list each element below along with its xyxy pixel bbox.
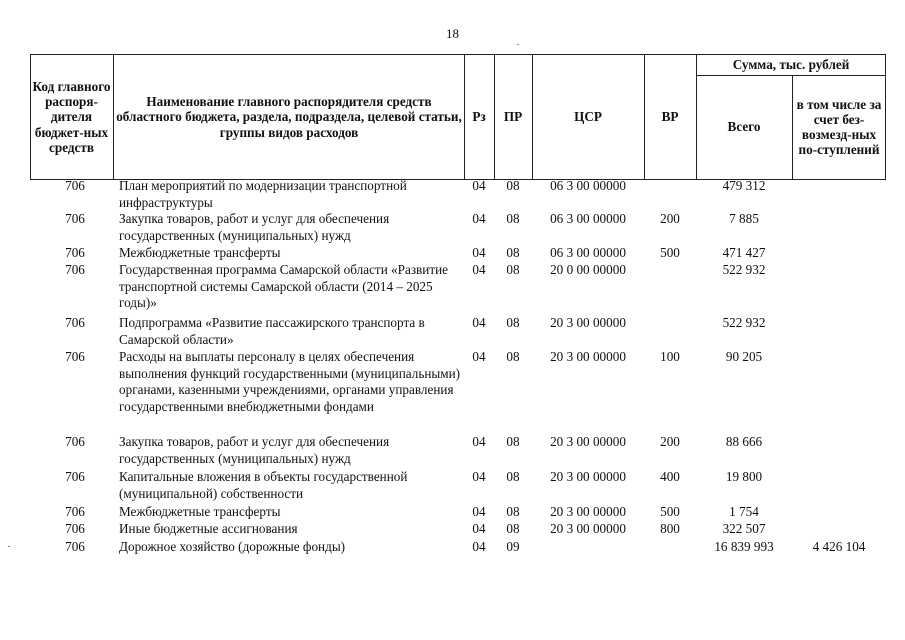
cell-pr: 08 <box>506 178 520 193</box>
cell-rz: 04 <box>472 349 486 364</box>
cell-total: 88 666 <box>725 434 763 449</box>
cell-name: Расходы на выплаты персоналу в целях обеспечения выполнения функций государственными (муниципальными) органами, казенными учреждениями, органами управления государственными внебюджетными фондами <box>119 349 461 414</box>
cell-code: 706 <box>65 178 85 193</box>
cell-vr: 500 <box>660 245 680 260</box>
cell-rz: 04 <box>472 262 486 277</box>
cell-csr: 20 3 00 00000 <box>550 469 626 484</box>
cell-pr: 08 <box>506 469 520 484</box>
cell-total: 322 507 <box>722 521 766 536</box>
header-free: в том числе за счет без-возмезд-ных по-ступлений <box>796 96 882 158</box>
cell-code: 706 <box>65 349 85 364</box>
cell-code: 706 <box>65 245 85 260</box>
cell-csr: 20 3 00 00000 <box>550 521 626 536</box>
cell-csr: 20 3 00 00000 <box>550 315 626 330</box>
cell-name: Дорожное хозяйство (дорожные фонды) <box>119 539 346 554</box>
page-number: 18 <box>446 26 459 41</box>
cell-rz: 04 <box>472 245 486 260</box>
header-name: Наименование главного распорядителя средств областного бюджета, раздела, подраздела, целевой статьи, группы видов расходов <box>116 94 462 140</box>
cell-code: 706 <box>65 262 85 277</box>
cell-total: 1 754 <box>729 504 759 519</box>
cell-rz: 04 <box>472 178 486 193</box>
cell-name: Государственная программа Самарской области «Развитие транспортной системы Самарской области (2014 – 2025 годы)» <box>119 262 449 310</box>
cell-total: 479 312 <box>722 178 766 193</box>
cell-csr: 06 3 00 00000 <box>550 178 626 193</box>
cell-pr: 08 <box>506 349 520 364</box>
cell-pr: 08 <box>506 504 520 519</box>
cell-name: Подпрограмма «Развитие пассажирского транспорта в Самарской области» <box>119 315 425 347</box>
cell-name: Закупка товаров, работ и услуг для обеспечения государственных (муниципальных) нужд <box>119 211 390 243</box>
cell-code: 706 <box>65 211 85 226</box>
cell-total: 7 885 <box>729 211 759 226</box>
cell-csr: 20 3 00 00000 <box>550 434 626 449</box>
cell-pr: 08 <box>506 262 520 277</box>
header-code: Код главного распоря-дителя бюджет-ных средств <box>32 78 111 155</box>
header-vr: ВР <box>661 109 679 125</box>
cell-pr: 08 <box>506 245 520 260</box>
cell-pr: 09 <box>506 539 520 554</box>
cell-free: 4 426 104 <box>812 539 866 554</box>
cell-name: Капитальные вложения в объекты государственной (муниципальной) собственности <box>119 469 408 501</box>
header-rz: Рз <box>472 109 486 125</box>
cell-rz: 04 <box>472 521 486 536</box>
header-csr: ЦСР <box>574 109 602 125</box>
cell-vr: 400 <box>660 469 680 484</box>
header-pr: ПР <box>503 109 523 125</box>
table-header <box>30 54 886 180</box>
cell-csr: 20 0 00 00000 <box>550 262 626 277</box>
cell-vr: 100 <box>660 349 680 364</box>
cell-total: 522 932 <box>722 262 766 277</box>
cell-total: 16 839 993 <box>714 539 774 554</box>
cell-vr: 500 <box>660 504 680 519</box>
header-total: Всего <box>727 119 761 135</box>
cell-name: Межбюджетные трансферты <box>119 504 281 519</box>
cell-rz: 04 <box>472 315 486 330</box>
cell-csr: 20 3 00 00000 <box>550 504 626 519</box>
cell-vr: 200 <box>660 434 680 449</box>
cell-vr: 200 <box>660 211 680 226</box>
cell-name: Закупка товаров, работ и услуг для обеспечения государственных (муниципальных) нужд <box>119 434 390 466</box>
cell-csr: 06 3 00 00000 <box>550 211 626 226</box>
cell-rz: 04 <box>472 539 486 554</box>
cell-rz: 04 <box>472 434 486 449</box>
cell-rz: 04 <box>472 504 486 519</box>
scan-speck <box>8 546 10 547</box>
cell-total: 471 427 <box>722 245 766 260</box>
cell-rz: 04 <box>472 211 486 226</box>
cell-code: 706 <box>65 521 85 536</box>
cell-code: 706 <box>65 434 85 449</box>
scan-speck <box>517 44 519 45</box>
cell-code: 706 <box>65 469 85 484</box>
cell-code: 706 <box>65 539 85 554</box>
cell-name: Иные бюджетные ассигнования <box>119 521 298 536</box>
cell-code: 706 <box>65 504 85 519</box>
cell-csr: 20 3 00 00000 <box>550 349 626 364</box>
header-sum: Сумма, тыс. рублей <box>732 57 850 73</box>
cell-csr: 06 3 00 00000 <box>550 245 626 260</box>
cell-total: 19 800 <box>725 469 763 484</box>
cell-name: Межбюджетные трансферты <box>119 245 281 260</box>
cell-code: 706 <box>65 315 85 330</box>
cell-pr: 08 <box>506 211 520 226</box>
cell-name: План мероприятий по модернизации транспортной инфраструктуры <box>119 178 407 210</box>
cell-pr: 08 <box>506 521 520 536</box>
cell-pr: 08 <box>506 434 520 449</box>
cell-rz: 04 <box>472 469 486 484</box>
cell-pr: 08 <box>506 315 520 330</box>
cell-total: 522 932 <box>722 315 766 330</box>
cell-vr: 800 <box>660 521 680 536</box>
cell-total: 90 205 <box>725 349 763 364</box>
